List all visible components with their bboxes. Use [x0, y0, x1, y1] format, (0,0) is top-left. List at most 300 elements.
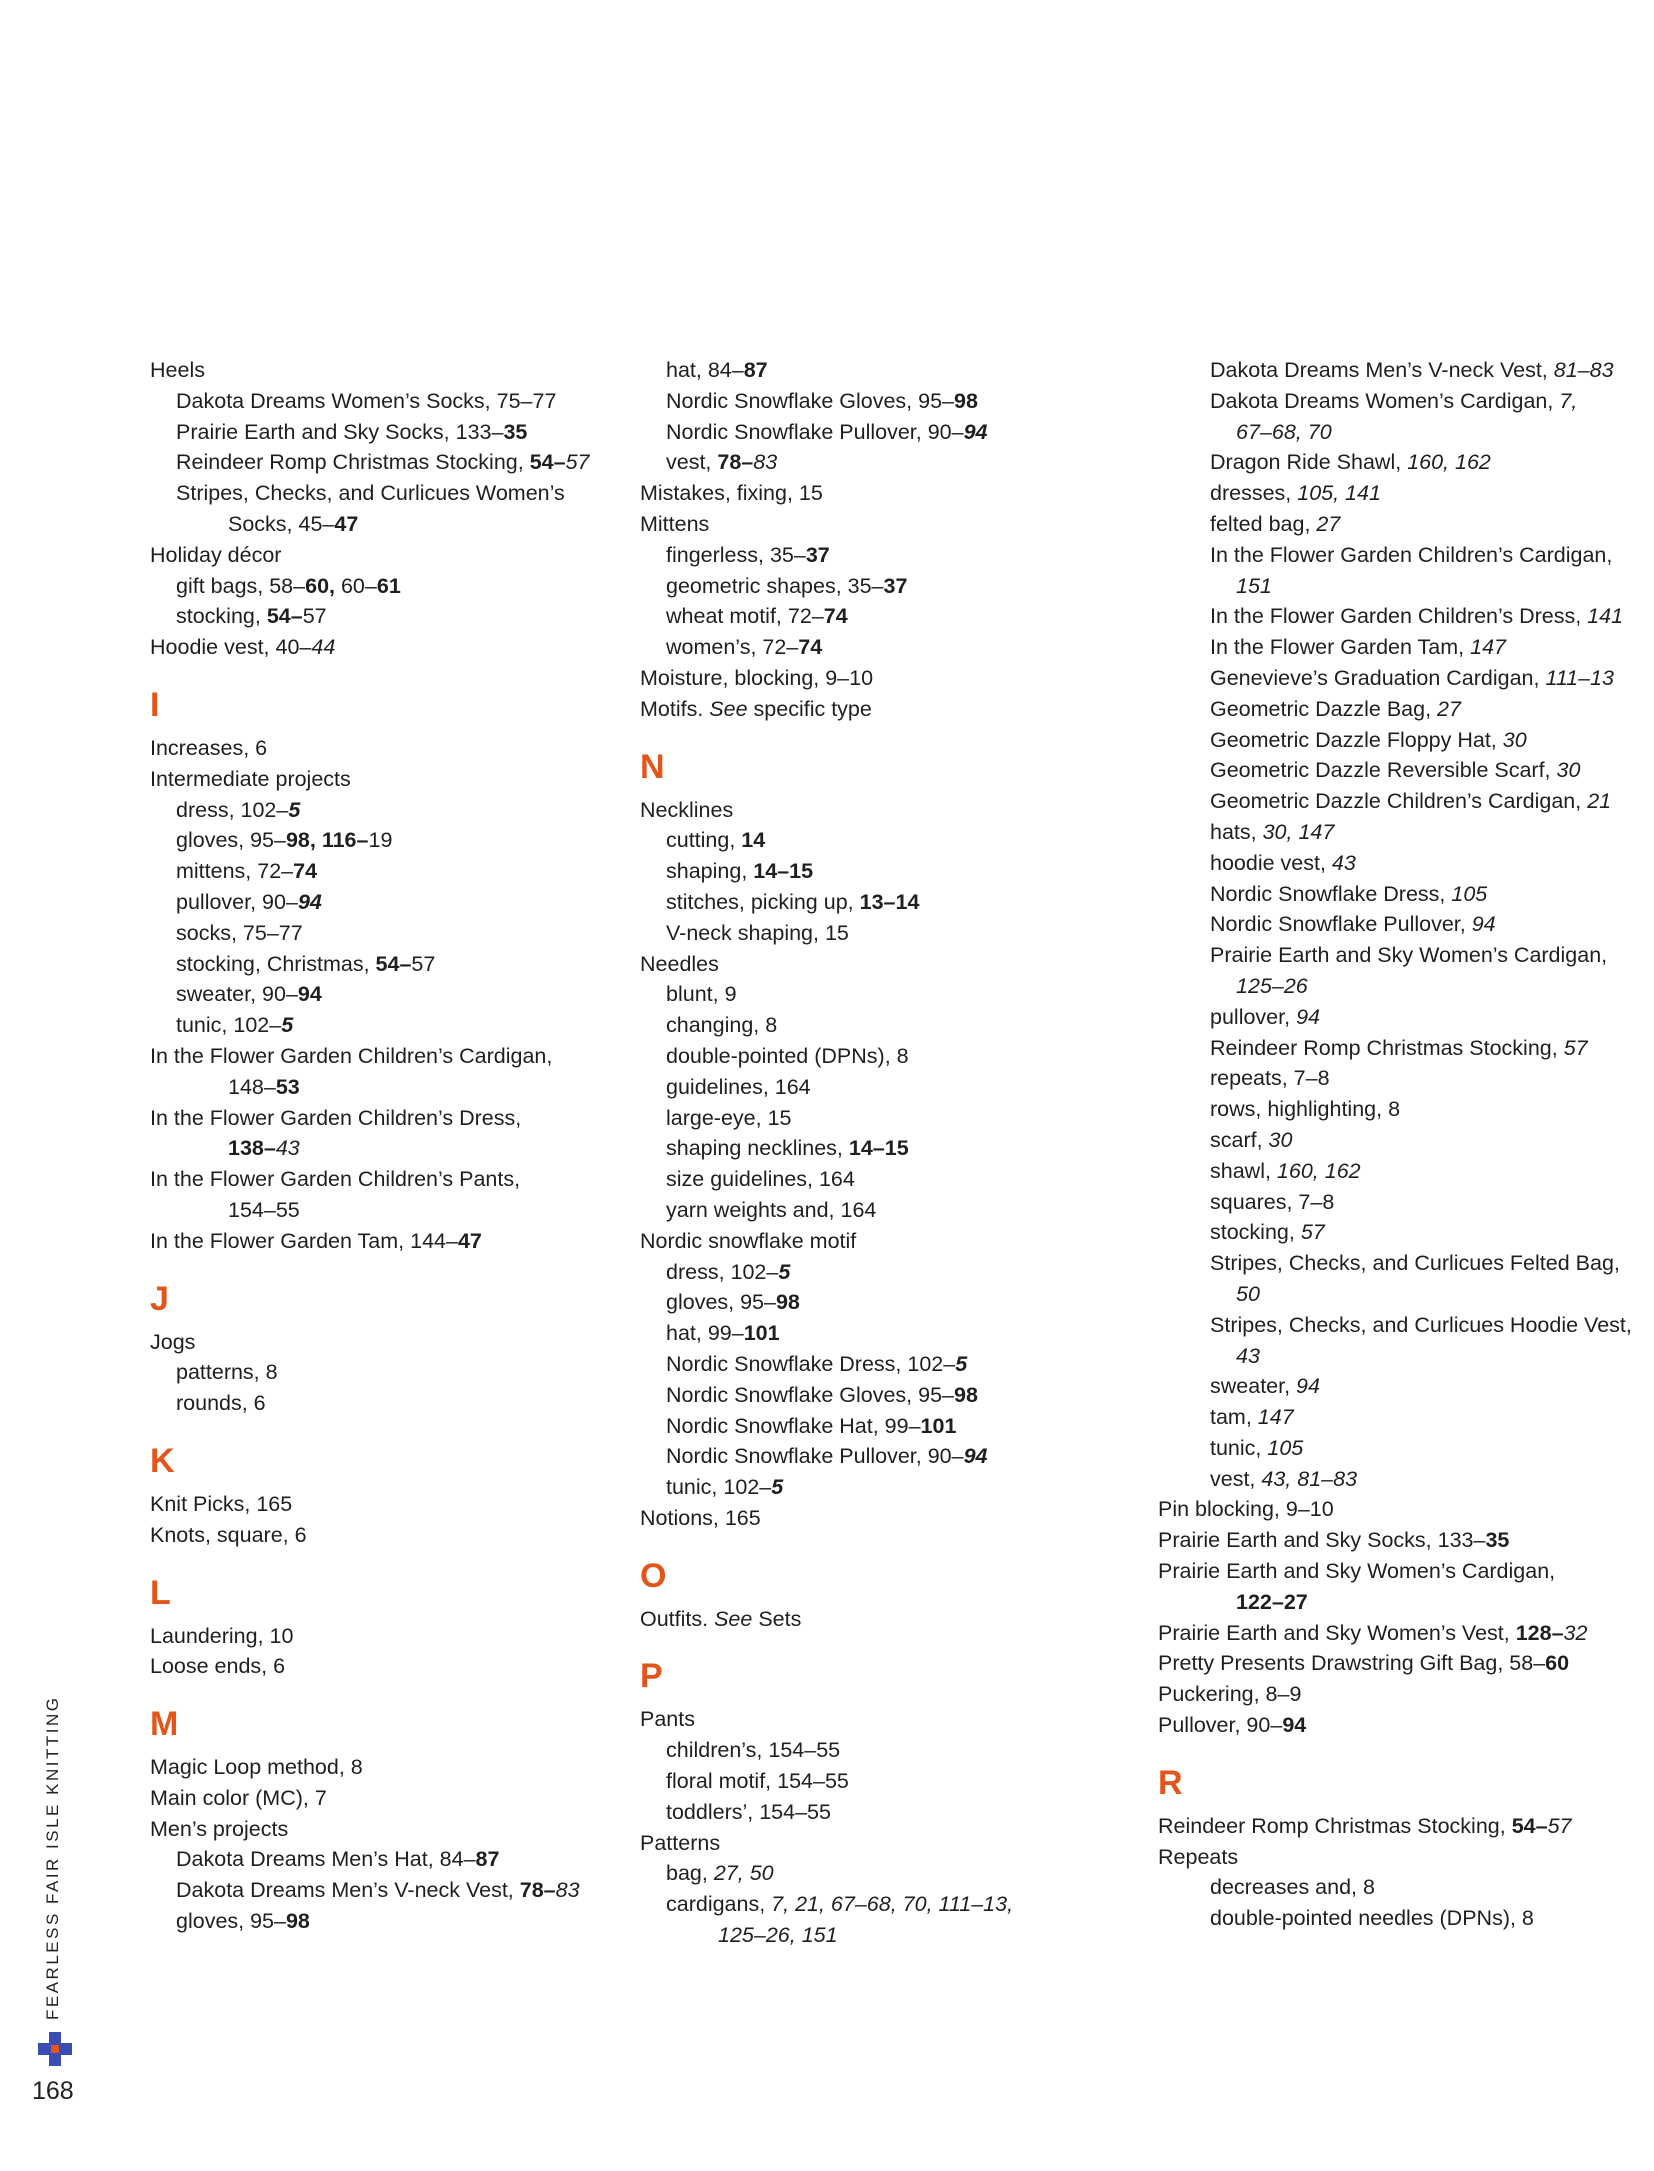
index-entry: [1158, 1556, 1633, 1587]
entry-text: 54–: [375, 951, 412, 976]
entry-text: Nordic snowflake motif: [640, 1228, 857, 1253]
entry-text: 94: [963, 419, 988, 444]
entry-text: fingerless, 35–: [666, 542, 806, 567]
entry-text: Repeats: [1158, 1844, 1239, 1869]
entry-text: bag,: [666, 1861, 714, 1886]
entry-text: vest,: [1210, 1466, 1262, 1491]
index-subentry: [1158, 848, 1633, 879]
index-subentry: [640, 417, 1150, 448]
entry-text: 30: [1556, 758, 1581, 783]
entry-text: cardigans,: [666, 1892, 772, 1917]
index-continuation: [150, 1195, 640, 1226]
index-subentry: [1158, 1371, 1633, 1402]
index-subentry: [640, 355, 1150, 386]
entry-text: Nordic Snowflake Dress,: [1210, 881, 1452, 906]
entry-text: 78–: [717, 450, 754, 475]
index-subentry: [150, 795, 640, 826]
index-entry: [1158, 1811, 1633, 1842]
index-entry: [1158, 1648, 1633, 1679]
index-continuation: [150, 1133, 640, 1164]
index-subentry: [640, 447, 1150, 478]
entry-text: 43: [1236, 1343, 1260, 1368]
entry-text: Prairie Earth and Sky Socks, 133–: [1158, 1528, 1486, 1553]
entry-text: patterns, 8: [176, 1360, 278, 1385]
index-entry: [150, 1226, 640, 1257]
section-letter: N: [640, 747, 665, 786]
entry-text: 87: [743, 358, 768, 382]
index-entry: [640, 1604, 1150, 1635]
entry-text: 43: [275, 1136, 300, 1161]
entry-text: 67–68, 70: [1236, 419, 1332, 444]
entry-text: 60,: [305, 573, 335, 598]
entry-text: Nordic Snowflake Hat, 99–: [666, 1413, 921, 1438]
entry-text: dresses,: [1210, 481, 1298, 506]
index-subentry: [1158, 1433, 1633, 1464]
entry-text: Prairie Earth and Sky Women’s Cardigan,: [1158, 1559, 1556, 1584]
index-continuation: [640, 1920, 1150, 1951]
entry-text: rounds, 6: [176, 1391, 266, 1416]
entry-text: decreases and, 8: [1210, 1875, 1375, 1900]
entry-text: hat, 84–: [666, 358, 744, 382]
index-subentry: [640, 1472, 1150, 1503]
index-subentry: [1158, 1217, 1633, 1248]
entry-text: 78–: [519, 1878, 556, 1903]
entry-text: Men’s projects: [150, 1816, 289, 1841]
entry-text: Patterns: [640, 1830, 721, 1855]
entry-text: pullover, 90–: [176, 889, 298, 914]
index-continuation: [1158, 571, 1633, 602]
index-subentry: [1158, 1002, 1633, 1033]
entry-text: 57: [1547, 1813, 1572, 1838]
entry-text: 5: [288, 797, 301, 822]
entry-text: wheat motif, 72–: [666, 604, 824, 629]
index-entry: [150, 540, 640, 571]
entry-text: Reindeer Romp Christmas Stocking,: [176, 450, 530, 475]
entry-text: 57: [302, 604, 327, 629]
entry-text: rows, highlighting, 8: [1210, 1097, 1401, 1122]
entry-text: Pullover, 90–: [1158, 1713, 1283, 1738]
entry-text: 94: [963, 1444, 988, 1469]
entry-text: 54–: [1511, 1813, 1548, 1838]
index-subentry: [150, 1357, 640, 1388]
entry-text: Moisture, blocking, 9–10: [640, 665, 874, 690]
index-entry: [640, 1503, 1150, 1534]
entry-text: dress, 102–: [666, 1259, 779, 1284]
entry-text: Notions, 165: [640, 1505, 761, 1530]
entry-text: 27: [1316, 511, 1341, 536]
entry-text: Nordic Snowflake Dress, 102–: [666, 1351, 956, 1376]
entry-text: children’s, 154–55: [666, 1738, 841, 1763]
entry-text: Genevieve’s Graduation Cardigan,: [1210, 665, 1546, 690]
index-subentry: [640, 979, 1150, 1010]
entry-text: hoodie vest,: [1210, 850, 1332, 875]
entry-text: 7, 21, 67–68, 70, 111–13,: [771, 1892, 1014, 1917]
index-continuation: [1158, 417, 1633, 448]
section-letter: R: [1158, 1763, 1183, 1802]
index-subentry: [640, 1318, 1150, 1349]
index-subentry: [1158, 1187, 1633, 1218]
entry-text: Puckering, 8–9: [1158, 1682, 1302, 1707]
entry-text: Dakota Dreams Women’s Cardigan,: [1210, 388, 1560, 413]
index-subentry: [1158, 663, 1633, 694]
entry-text: floral motif, 154–55: [666, 1769, 849, 1794]
entry-text: tunic,: [1210, 1435, 1268, 1460]
entry-text: Jogs: [150, 1329, 196, 1354]
entry-text: dress, 102–: [176, 797, 289, 822]
entry-text: 111–13: [1545, 665, 1615, 690]
index-subentry: [150, 1844, 640, 1875]
entry-text: Geometric Dazzle Bag,: [1210, 696, 1438, 721]
entry-text: Stripes, Checks, and Curlicues Felted Bag,: [1210, 1251, 1620, 1276]
index-subentry: [640, 1133, 1150, 1164]
entry-text: Geometric Dazzle Floppy Hat,: [1210, 727, 1503, 752]
entry-text: Pin blocking, 9–10: [1158, 1497, 1334, 1522]
entry-text: Main color (MC), 7: [150, 1785, 327, 1810]
entry-text: Reindeer Romp Christmas Stocking,: [1158, 1813, 1512, 1838]
entry-text: specific type: [747, 696, 872, 721]
entry-text: 32: [1563, 1620, 1588, 1645]
index-subentry: [150, 887, 640, 918]
entry-text: Nordic Snowflake Gloves, 95–: [666, 388, 955, 413]
entry-text: 160, 162: [1276, 1158, 1361, 1183]
index-subentry: [640, 540, 1150, 571]
index-entry: [1158, 1842, 1633, 1873]
index-continuation: [150, 509, 640, 540]
index-subentry: [1158, 601, 1633, 632]
entry-text: Intermediate projects: [150, 766, 351, 791]
entry-text: 5: [778, 1259, 791, 1284]
index-entry: [1158, 1618, 1633, 1649]
entry-text: 98: [285, 1909, 310, 1934]
entry-text: In the Flower Garden Tam, 144–: [150, 1228, 458, 1253]
entry-text: socks, 75–77: [176, 920, 303, 945]
entry-text: 154–55: [228, 1197, 300, 1222]
index-subentry: [150, 601, 640, 632]
index-subentry: [640, 1380, 1150, 1411]
entry-text: gloves, 95–: [176, 828, 286, 853]
entry-text: 14–15: [753, 859, 814, 884]
entry-text: In the Flower Garden Children’s Dress,: [150, 1105, 522, 1130]
entry-text: Reindeer Romp Christmas Stocking,: [1210, 1035, 1564, 1060]
index-entry: [150, 1783, 640, 1814]
index-subentry: [640, 1349, 1150, 1380]
entry-text: guidelines, 164: [666, 1074, 811, 1099]
entry-text: Knots, square, 6: [150, 1522, 307, 1547]
entry-text: Knit Picks, 165: [150, 1491, 293, 1516]
entry-text: Nordic Snowflake Pullover, 90–: [666, 419, 964, 444]
index-subentry: [150, 825, 640, 856]
index-entry: [150, 632, 640, 663]
index-entry: [640, 478, 1150, 509]
entry-text: 74: [823, 604, 848, 629]
index-entry: [150, 1041, 640, 1072]
index-subentry: [1158, 940, 1633, 971]
entry-text: 94: [1296, 1374, 1320, 1399]
entry-text: 101: [743, 1321, 780, 1346]
entry-text: 101: [920, 1413, 957, 1438]
entry-text: 54–: [529, 450, 566, 475]
entry-text: 27, 50: [713, 1861, 774, 1886]
entry-text: stitches, picking up,: [666, 889, 860, 914]
index-entry: [150, 355, 640, 386]
index-entry: [640, 1828, 1150, 1859]
entry-text: Nordic Snowflake Pullover,: [1210, 912, 1472, 937]
entry-text: 122–27: [1236, 1589, 1308, 1614]
entry-text: Mittens: [640, 511, 710, 536]
index-entry: [640, 1226, 1150, 1257]
index-subentry: [150, 949, 640, 980]
index-entry: [150, 1103, 640, 1134]
index-subentry: [640, 571, 1150, 602]
entry-text: shawl,: [1210, 1158, 1277, 1183]
index-subentry: [1158, 755, 1633, 786]
entry-text: changing, 8: [666, 1013, 778, 1038]
index-subentry: [1158, 540, 1633, 571]
entry-text: shaping necklines,: [666, 1136, 849, 1161]
index-subentry: [1158, 1063, 1633, 1094]
section-letter: K: [150, 1441, 175, 1480]
entry-text: 105, 141: [1297, 481, 1381, 506]
index-subentry: [1158, 1156, 1633, 1187]
entry-text: gift bags, 58–: [176, 573, 306, 598]
entry-text: See: [714, 1606, 753, 1631]
entry-text: 60: [1545, 1651, 1570, 1676]
index-subentry: [1158, 1310, 1633, 1341]
entry-text: In the Flower Garden Children’s Pants,: [150, 1167, 521, 1192]
index-subentry: [150, 571, 640, 602]
entry-text: In the Flower Garden Tam,: [1210, 635, 1471, 660]
entry-text: 87: [475, 1847, 500, 1872]
entry-text: double-pointed needles (DPNs), 8: [1210, 1906, 1534, 1931]
entry-text: In the Flower Garden Children’s Cardigan,: [1210, 542, 1613, 567]
entry-text: vest,: [666, 450, 718, 475]
section-letter: J: [150, 1279, 169, 1318]
index-subentry: [640, 1766, 1150, 1797]
entry-text: Nordic Snowflake Pullover, 90–: [666, 1444, 964, 1469]
entry-text: 57: [565, 450, 590, 475]
index-subentry: [640, 1257, 1150, 1288]
entry-text: Needles: [640, 951, 719, 976]
entry-text: Geometric Dazzle Children’s Cardigan,: [1210, 789, 1588, 814]
entry-text: stocking, Christmas,: [176, 951, 376, 976]
entry-text: 83: [753, 450, 778, 475]
index-entry: [640, 509, 1150, 540]
index-entry: [150, 1489, 640, 1520]
index-entry: [640, 795, 1150, 826]
entry-text: 21: [1587, 789, 1612, 814]
entry-text: 14–15: [848, 1136, 909, 1161]
index-subentry: [640, 887, 1150, 918]
index-subentry: [640, 1103, 1150, 1134]
section-letter: M: [150, 1705, 179, 1744]
index-subentry: [640, 632, 1150, 663]
entry-text: 57: [1563, 1035, 1588, 1060]
index-subentry: [1158, 478, 1633, 509]
index-entry: [1158, 1679, 1633, 1710]
index-continuation: [1158, 1279, 1633, 1310]
running-title: FEARLESS FAIR ISLE KNITTING: [43, 1695, 62, 2020]
entry-text: 61: [376, 573, 401, 598]
entry-text: double-pointed (DPNs), 8: [666, 1043, 909, 1068]
entry-text: 98: [954, 388, 978, 413]
entry-text: 37: [805, 542, 830, 567]
index-subentry: [1158, 694, 1633, 725]
entry-text: Sets: [752, 1606, 802, 1631]
entry-text: 83: [555, 1878, 580, 1903]
entry-text: pullover,: [1210, 1004, 1297, 1029]
index-subentry: [640, 601, 1150, 632]
entry-text: In the Flower Garden Children’s Cardigan,: [150, 1043, 553, 1068]
index-subentry: [1158, 355, 1633, 386]
index-subentry: [1158, 1872, 1633, 1903]
entry-text: toddlers’, 154–55: [666, 1799, 831, 1824]
section-letter: L: [150, 1573, 171, 1612]
entry-text: Magic Loop method, 8: [150, 1755, 363, 1780]
entry-text: 30, 147: [1262, 819, 1335, 844]
entry-text: See: [709, 696, 748, 721]
index-subentry: [1158, 1248, 1633, 1279]
entry-text: sweater,: [1210, 1374, 1297, 1399]
index-entry: [1158, 1525, 1633, 1556]
index-entry: [150, 1164, 640, 1195]
index-subentry: [640, 1735, 1150, 1766]
entry-text: Prairie Earth and Sky Socks, 133–: [176, 419, 504, 444]
index-subentry: [1158, 1094, 1633, 1125]
index-column-1: [150, 355, 640, 1937]
index-subentry: [640, 1858, 1150, 1889]
index-entry: [150, 1327, 640, 1358]
entry-text: Loose ends, 6: [150, 1654, 286, 1679]
entry-text: 125–26: [1236, 973, 1308, 998]
index-entry: [640, 694, 1150, 725]
index-entry: [640, 949, 1150, 980]
entry-text: Dakota Dreams Men’s V-neck Vest,: [1210, 358, 1554, 382]
page-number: 168: [32, 2077, 74, 2105]
index-subentry: [640, 825, 1150, 856]
index-subentry: [1158, 632, 1633, 663]
entry-text: 94: [1471, 912, 1496, 937]
entry-text: 98: [954, 1382, 978, 1407]
entry-text: In the Flower Garden Children’s Dress,: [1210, 604, 1588, 629]
index-subentry: [150, 417, 640, 448]
index-subentry: [150, 447, 640, 478]
entry-text: Socks, 45–: [228, 511, 335, 536]
index-entry: [150, 733, 640, 764]
index-subentry: [1158, 725, 1633, 756]
entry-text: 148–: [228, 1074, 276, 1099]
entry-text: 147: [1470, 635, 1506, 660]
entry-text: size guidelines, 164: [666, 1167, 855, 1192]
index-subentry: [1158, 1903, 1633, 1934]
entry-text: Pants: [640, 1707, 695, 1732]
entry-text: 5: [771, 1475, 784, 1500]
entry-text: V-neck shaping, 15: [666, 920, 849, 945]
entry-text: Pretty Presents Drawstring Gift Bag, 58–: [1158, 1651, 1546, 1676]
index-subentry: [150, 478, 640, 509]
index-subentry: [1158, 1464, 1633, 1495]
index-entry: [150, 764, 640, 795]
index-entry: [150, 1520, 640, 1551]
entry-text: Laundering, 10: [150, 1623, 294, 1648]
entry-text: Dakota Dreams Women’s Socks, 75–77: [176, 388, 557, 413]
index-subentry: [1158, 879, 1633, 910]
index-subentry: [640, 856, 1150, 887]
entry-text: 98, 116–: [285, 828, 369, 853]
index-subentry: [150, 1388, 640, 1419]
entry-text: sweater, 90–: [176, 982, 298, 1007]
index-subentry: [640, 1010, 1150, 1041]
entry-text: 13–14: [859, 889, 920, 914]
entry-text: Dragon Ride Shawl,: [1210, 450, 1408, 475]
entry-text: 47: [334, 511, 359, 536]
entry-text: 74: [293, 859, 318, 884]
entry-text: 35: [503, 419, 528, 444]
index-subentry: [640, 1441, 1150, 1472]
entry-text: 43: [1331, 850, 1356, 875]
entry-text: 57: [1300, 1220, 1325, 1245]
entry-text: Outfits.: [640, 1606, 715, 1631]
entry-text: tunic, 102–: [666, 1475, 772, 1500]
entry-text: Increases, 6: [150, 735, 268, 760]
entry-text: shaping,: [666, 859, 754, 884]
index-continuation: [150, 1072, 640, 1103]
entry-text: 94: [1296, 1004, 1320, 1029]
entry-text: 54–: [266, 604, 303, 629]
index-subentry: [640, 1072, 1150, 1103]
entry-text: Geometric Dazzle Reversible Scarf,: [1210, 758, 1557, 783]
index-entry: [640, 663, 1150, 694]
entry-text: felted bag,: [1210, 511, 1317, 536]
index-subentry: [150, 856, 640, 887]
entry-text: 27: [1437, 696, 1461, 721]
index-subentry: [150, 918, 640, 949]
entry-text: 151: [1236, 573, 1272, 598]
index-entry: [1158, 1494, 1633, 1525]
index-subentry: [640, 386, 1150, 417]
index-subentry: [1158, 909, 1633, 940]
entry-text: 50: [1236, 1281, 1260, 1306]
entry-text: Heels: [150, 358, 205, 382]
entry-text: 94: [297, 889, 322, 914]
entry-text: 30: [1268, 1127, 1293, 1152]
index-subentry: [150, 1906, 640, 1937]
entry-text: women’s, 72–: [666, 635, 799, 660]
entry-text: Dakota Dreams Men’s Hat, 84–: [176, 1847, 476, 1872]
index-entry: [150, 1752, 640, 1783]
entry-text: 94: [297, 982, 322, 1007]
index-subentry: [640, 1287, 1150, 1318]
index-subentry: [640, 1889, 1150, 1920]
index-subentry: [640, 1411, 1150, 1442]
entry-text: blunt, 9: [666, 982, 737, 1007]
entry-text: Prairie Earth and Sky Women’s Cardigan,: [1210, 943, 1608, 968]
index-subentry: [640, 1797, 1150, 1828]
index-entry: [150, 1621, 640, 1652]
entry-text: cutting,: [666, 828, 742, 853]
entry-text: 147: [1257, 1405, 1294, 1430]
entry-text: Motifs.: [640, 696, 710, 721]
entry-text: 74: [798, 635, 823, 660]
index-subentry: [640, 1195, 1150, 1226]
entry-text: Stripes, Checks, and Curlicues Women’s: [176, 481, 565, 506]
entry-text: large-eye, 15: [666, 1105, 792, 1130]
index-continuation: [1158, 971, 1633, 1002]
index-column-3: [1158, 355, 1633, 1934]
index-subentry: [1158, 1402, 1633, 1433]
entry-text: 37: [883, 573, 908, 598]
index-entry: [150, 1814, 640, 1845]
index-subentry: [1158, 1125, 1633, 1156]
